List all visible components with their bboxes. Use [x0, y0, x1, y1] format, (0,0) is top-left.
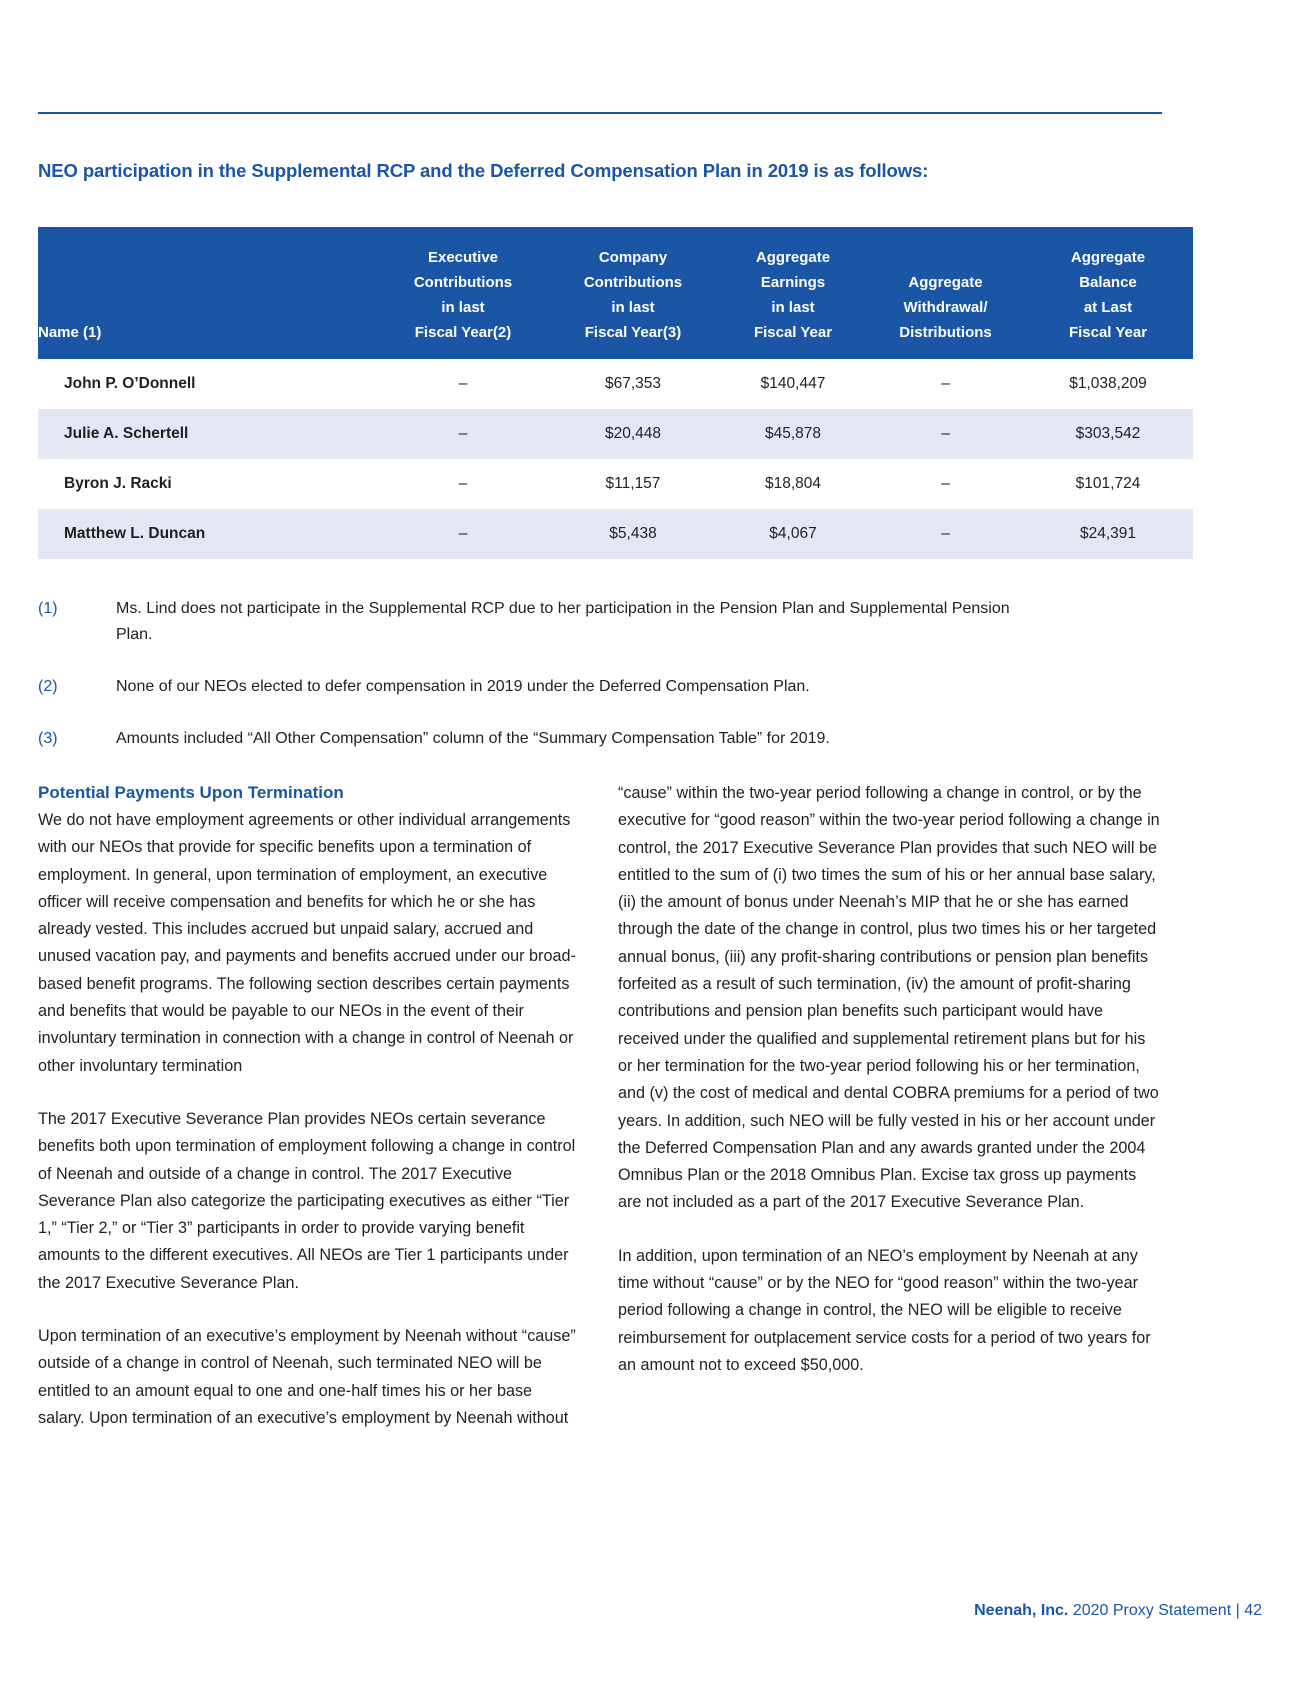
cell-company-contributions: $20,448 — [548, 409, 718, 459]
table-row — [38, 459, 1193, 509]
column-header-executive-contributions — [378, 227, 548, 359]
cell-aggregate-withdrawal: – — [941, 375, 950, 392]
footer-page-number: 42 — [1244, 1602, 1262, 1619]
cell-aggregate-withdrawal: – — [941, 475, 950, 492]
cell-executive-contributions: – — [458, 375, 468, 392]
paragraph: In addition, upon termination of an NEO’s employment by Neenah at any time without “cause” or by the NEO for “good reason” within the two-year period following a change in control, the NEO will be eligible to receive reimbursement for outplacement service costs for a period of two years for an amount not to exceed $50,000. — [618, 1246, 1151, 1374]
cell-aggregate-withdrawal: – — [868, 509, 1023, 559]
table-header — [38, 227, 1193, 359]
paragraph: Upon termination of an executive’s employment by Neenah without “cause” outside of a change in control of Neenah, such terminated NEO will be entitled to an amount equal to one and one-half times his or her base salary. Upon termination of an executive’s employment by Neenah without — [38, 1327, 576, 1427]
header-line: Fiscal Year(3) — [584, 324, 682, 341]
header-rule — [38, 112, 1162, 114]
cell-aggregate-earnings: $18,804 — [764, 475, 822, 492]
page-footer — [974, 1602, 1262, 1620]
header-line: Distributions — [899, 324, 992, 341]
column-header-name — [38, 227, 378, 359]
paragraph: “cause” within the two-year period following a change in control, or by the executive for “good reason” within the two-year period following a change in control, the 2017 Executive Severance Plan provides that such NEO will be entitled to the sum of (i) two times the sum of his or her annual base salary, (ii) the amount of bonus under Neenah’s MIP that he or she has earned through the date of the change in control, plus two times his or her targeted annual bonus, (iii) any profit-sharing contributions or pension plan benefits forfeited as a result of such termination, (iv) the amount of profit-sharing contributions and pension plan benefits such participant would have received under the qualified and supplemental retirement plans but for his or her termination for the two-year period following his or her termination, and (v) the cost of medical and dental COBRA premiums for a period of two years. In addition, such NEO will be fully vested in his or her account under the Deferred Compensation Plan and any awards granted under the 2004 Omnibus Plan or the 2018 Omnibus Plan. Excise tax gross up payments are not included as a part of the 2017 Executive Severance Plan. — [618, 784, 1160, 1212]
cell-name: Matthew L. Duncan — [38, 509, 378, 559]
header-line: Balance — [1079, 274, 1137, 291]
paragraph: We do not have employment agreements or other individual arrangements with our NEOs that provide for specific benefits upon a termination of employment. In general, upon termination of employment, an executive officer will receive compensation and benefits for which he or she has already vested. This includes accrued but unpaid salary, accrued and unused vacation pay, and payments and benefits accrued under our broad-based benefit programs. The following section describes certain payments and benefits that would be payable to our NEOs in the event of their involuntary termination in connection with a change in control of Neenah or other involuntary termination — [38, 811, 576, 1075]
header-line: Aggregate — [755, 249, 831, 266]
header-line: Executive — [427, 249, 499, 266]
neo-participation-table — [38, 227, 1193, 559]
cell-aggregate-balance: $303,542 — [1023, 409, 1193, 459]
body-column-left — [38, 780, 582, 1432]
footnote-item — [38, 674, 1162, 700]
footnote-text: Amounts included “All Other Compensation” column of the “Summary Compensation Table” for 2019. — [116, 730, 830, 747]
page-intro-heading: NEO participation in the Supplemental RCP and the Deferred Compensation Plan in 2019 is as follows: — [38, 160, 929, 181]
cell-name: John P. O’Donnell — [64, 375, 196, 392]
column-header-aggregate-balance — [1023, 227, 1193, 359]
header-line: Fiscal Year — [753, 324, 833, 341]
footnote-text: Ms. Lind does not participate in the Supplemental RCP due to her participation in the Pension Plan and Supplemental Pension Plan. — [116, 600, 1010, 643]
footnote-item — [38, 726, 1162, 752]
body-two-column-layout — [38, 780, 1162, 1432]
footnote-item — [38, 596, 1162, 648]
header-line: in last — [771, 299, 815, 316]
header-line: in last — [611, 299, 655, 316]
cell-aggregate-earnings: $140,447 — [760, 375, 826, 392]
header-line: Contributions — [413, 274, 513, 291]
cell-company-contributions: $11,157 — [605, 475, 661, 492]
header-line: Name (1) — [38, 324, 102, 341]
footer-brand: Neenah, Inc. — [974, 1602, 1069, 1619]
body-column-right — [618, 780, 1162, 1432]
header-line: Earnings — [760, 274, 826, 291]
table-row — [38, 509, 1193, 559]
cell-aggregate-earnings: $45,878 — [718, 409, 868, 459]
header-line: at Last — [1083, 299, 1133, 316]
cell-aggregate-balance: $1,038,209 — [1069, 375, 1147, 392]
column-header-company-contributions — [548, 227, 718, 359]
column-header-aggregate-earnings — [718, 227, 868, 359]
cell-name: Byron J. Racki — [64, 475, 172, 492]
cell-aggregate-earnings: $4,067 — [718, 509, 868, 559]
header-line: Fiscal Year — [1068, 324, 1148, 341]
table-row — [38, 409, 1193, 459]
header-line: Aggregate — [908, 274, 983, 291]
footnotes-list — [38, 596, 1162, 778]
footnote-marker: (3) — [38, 730, 58, 747]
cell-company-contributions: $67,353 — [604, 375, 662, 392]
cell-company-contributions: $5,438 — [548, 509, 718, 559]
cell-aggregate-balance: $24,391 — [1023, 509, 1193, 559]
footer-separator: | — [1235, 1602, 1240, 1619]
paragraph: The 2017 Executive Severance Plan provides NEOs certain severance benefits both upon termination of employment following a change in control of Neenah and outside of a change in control. The 2017 Executive Severance Plan also categorize the participating executives as either “Tier 1,” “Tier 2,” or “Tier 3” participants in order to provide varying benefit amounts to the different executives. All NEOs are Tier 1 participants under the 2017 Executive Severance Plan. — [38, 1109, 576, 1292]
header-line: Aggregate — [1070, 249, 1146, 266]
footnote-marker: (1) — [38, 600, 58, 617]
cell-aggregate-withdrawal: – — [868, 409, 1023, 459]
column-header-aggregate-withdrawal — [868, 227, 1023, 359]
table-row — [38, 359, 1193, 409]
header-line: Withdrawal/ — [903, 299, 988, 316]
cell-aggregate-balance: $101,724 — [1075, 475, 1141, 492]
footnote-marker: (2) — [38, 678, 58, 695]
header-line: in last — [441, 299, 485, 316]
section-heading-potential-payments: Potential Payments Upon Termination — [38, 783, 344, 802]
cell-executive-contributions: – — [378, 509, 548, 559]
cell-name: Julie A. Schertell — [38, 409, 378, 459]
table-body — [38, 359, 1193, 559]
footer-statement: 2020 Proxy Statement — [1072, 1602, 1232, 1619]
cell-executive-contributions: – — [458, 475, 468, 492]
footnote-text: None of our NEOs elected to defer compensation in 2019 under the Deferred Compensation Plan. — [116, 678, 810, 695]
table-header-row — [38, 227, 1193, 359]
header-line: Fiscal Year(2) — [414, 324, 512, 341]
header-line: Company — [598, 249, 668, 266]
header-line: Contributions — [583, 274, 683, 291]
cell-executive-contributions: – — [378, 409, 548, 459]
